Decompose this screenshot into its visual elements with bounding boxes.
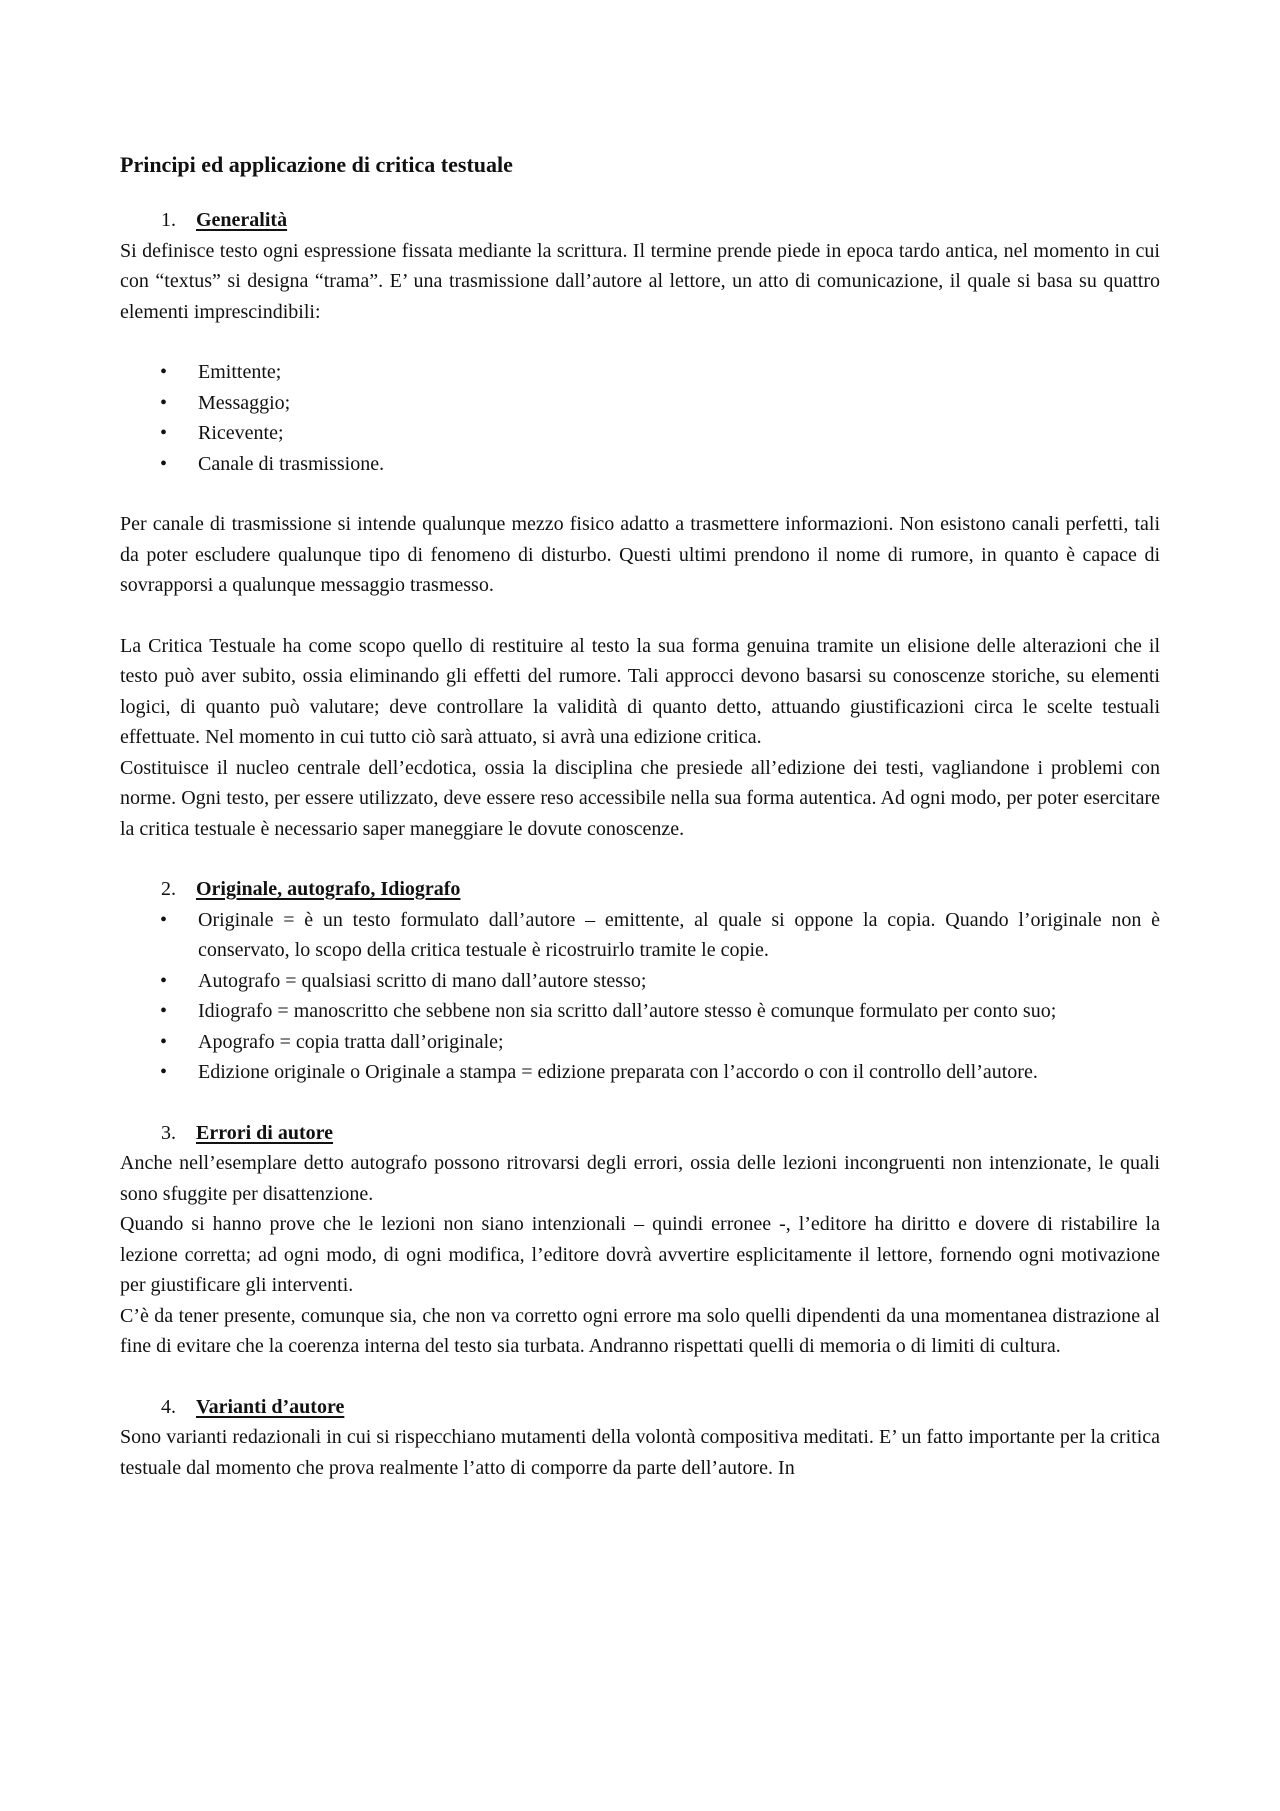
document-page bbox=[120, 150, 1160, 1483]
bullet-list bbox=[120, 905, 1160, 1088]
section-heading-4 bbox=[120, 1392, 1160, 1423]
list-item: • Autografo = qualsiasi scritto di mano dall’autore stesso; bbox=[120, 966, 1160, 997]
paragraph: Quando si hanno prove che le lezioni non siano intenzionali – quindi erronee -, l’editore ha diritto e dovere di ristabilire la lezione corretta; ad ogni modo, di ogni modifica, l’editore dovrà avvertire esplicitamente il lettore, fornendo ogni motivazione per giustificare gli interventi. bbox=[120, 1213, 1160, 1296]
bullet-icon: • bbox=[160, 391, 168, 414]
list-item: • Messaggio; bbox=[120, 388, 1160, 419]
document-title: Principi ed applicazione di critica testuale bbox=[120, 152, 513, 177]
paragraph: La Critica Testuale ha come scopo quello di restituire al testo la sua forma genuina tramite un elisione delle alterazioni che il testo può aver subito, ossia eliminando gli effetti del rumore. Tali approcci devono basarsi su conoscenze storiche, su elementi logici, di quanto può valutare; deve controllare la validità di quanto detto, attuando giustificazioni circa le scelte testuali effettuate. Nel momento in cui tutto ciò sarà attuato, si avrà una edizione critica. bbox=[120, 634, 1160, 748]
bullet-icon: • bbox=[160, 422, 168, 444]
section-number: 1. bbox=[161, 209, 176, 231]
section-number: 3. bbox=[161, 1121, 176, 1144]
section-number: 4. bbox=[161, 1395, 176, 1418]
paragraph: C’è da tener presente, comunque sia, che non va corretto ogni errore ma solo quelli dipendenti da una momentanea distrazione al fine di evitare che la coerenza interna del testo sia turbata. Andranno rispettati quelli di memoria o di limiti di cultura. bbox=[120, 1304, 1160, 1357]
bullet-icon: • bbox=[160, 908, 168, 931]
section-heading-1 bbox=[120, 205, 1160, 236]
section-title: Originale, autografo, Idiografo bbox=[196, 878, 461, 900]
bullet-icon: • bbox=[160, 452, 168, 475]
bullet-list bbox=[120, 357, 1160, 479]
list-item: • Ricevente; bbox=[120, 418, 1160, 449]
bullet-icon: • bbox=[160, 1000, 168, 1022]
list-item: • Edizione originale o Originale a stampa = edizione preparata con l’accordo o con il controllo dell’autore. bbox=[120, 1057, 1160, 1088]
bullet-icon: • bbox=[160, 1061, 168, 1083]
list-item: • Emittente; bbox=[120, 357, 1160, 388]
list-item: • Apografo = copia tratta dall’originale; bbox=[120, 1027, 1160, 1058]
list-item: • Originale = è un testo formulato dall’autore – emittente, al quale si oppone la copia. Quando l’originale non è conservato, lo scopo della critica testuale è ricostruirlo tramite le copie. bbox=[120, 905, 1160, 966]
list-item: • Idiografo = manoscritto che sebbene non sia scritto dall’autore stesso è comunque formulato per conto suo; bbox=[120, 996, 1160, 1027]
section-number: 2. bbox=[161, 878, 176, 900]
paragraph: Per canale di trasmissione si intende qualunque mezzo fisico adatto a trasmettere informazioni. Non esistono canali perfetti, tali da poter escludere qualunque tipo di fenomeno di disturbo. Questi ultimi prendono il nome di rumore, in quanto è capace di sovrapporsi a qualunque messaggio trasmesso. bbox=[120, 513, 1160, 596]
section-title: Errori di autore bbox=[196, 1121, 334, 1144]
paragraph: Sono varianti redazionali in cui si rispecchiano mutamenti della volontà compositiva meditati. E’ un fatto importante per la critica testuale dal momento che prova realmente l’atto di comporre da parte dell’autore. In bbox=[120, 1426, 1160, 1479]
paragraph: Costituisce il nucleo centrale dell’ecdotica, ossia la disciplina che presiede all’edizione dei testi, vagliandone i problemi con norme. Ogni testo, per essere utilizzato, deve essere reso accessibile nella sua forma autentica. Ad ogni modo, per poter esercitare la critica testuale è necessario saper maneggiare le dovute conoscenze. bbox=[120, 756, 1160, 840]
bullet-icon: • bbox=[160, 969, 168, 992]
section-title: Generalità bbox=[196, 209, 288, 231]
bullet-icon: • bbox=[160, 361, 168, 383]
section-heading-3 bbox=[120, 1118, 1160, 1149]
paragraph: Si definisce testo ogni espressione fissata mediante la scrittura. Il termine prende piede in epoca tardo antica, nel momento in cui con “textus” si designa “trama”. E’ una trasmissione dall’autore al lettore, un atto di comunicazione, il quale si basa su quattro elementi imprescindibili: bbox=[120, 239, 1160, 323]
list-item: • Canale di trasmissione. bbox=[120, 449, 1160, 480]
paragraph: Anche nell’esemplare detto autografo possono ritrovarsi degli errori, ossia delle lezioni incongruenti non intenzionate, le quali sono sfuggite per disattenzione. bbox=[120, 1152, 1160, 1205]
section-heading-2 bbox=[120, 874, 1160, 905]
section-title: Varianti d’autore bbox=[196, 1395, 345, 1418]
bullet-icon: • bbox=[160, 1030, 168, 1053]
